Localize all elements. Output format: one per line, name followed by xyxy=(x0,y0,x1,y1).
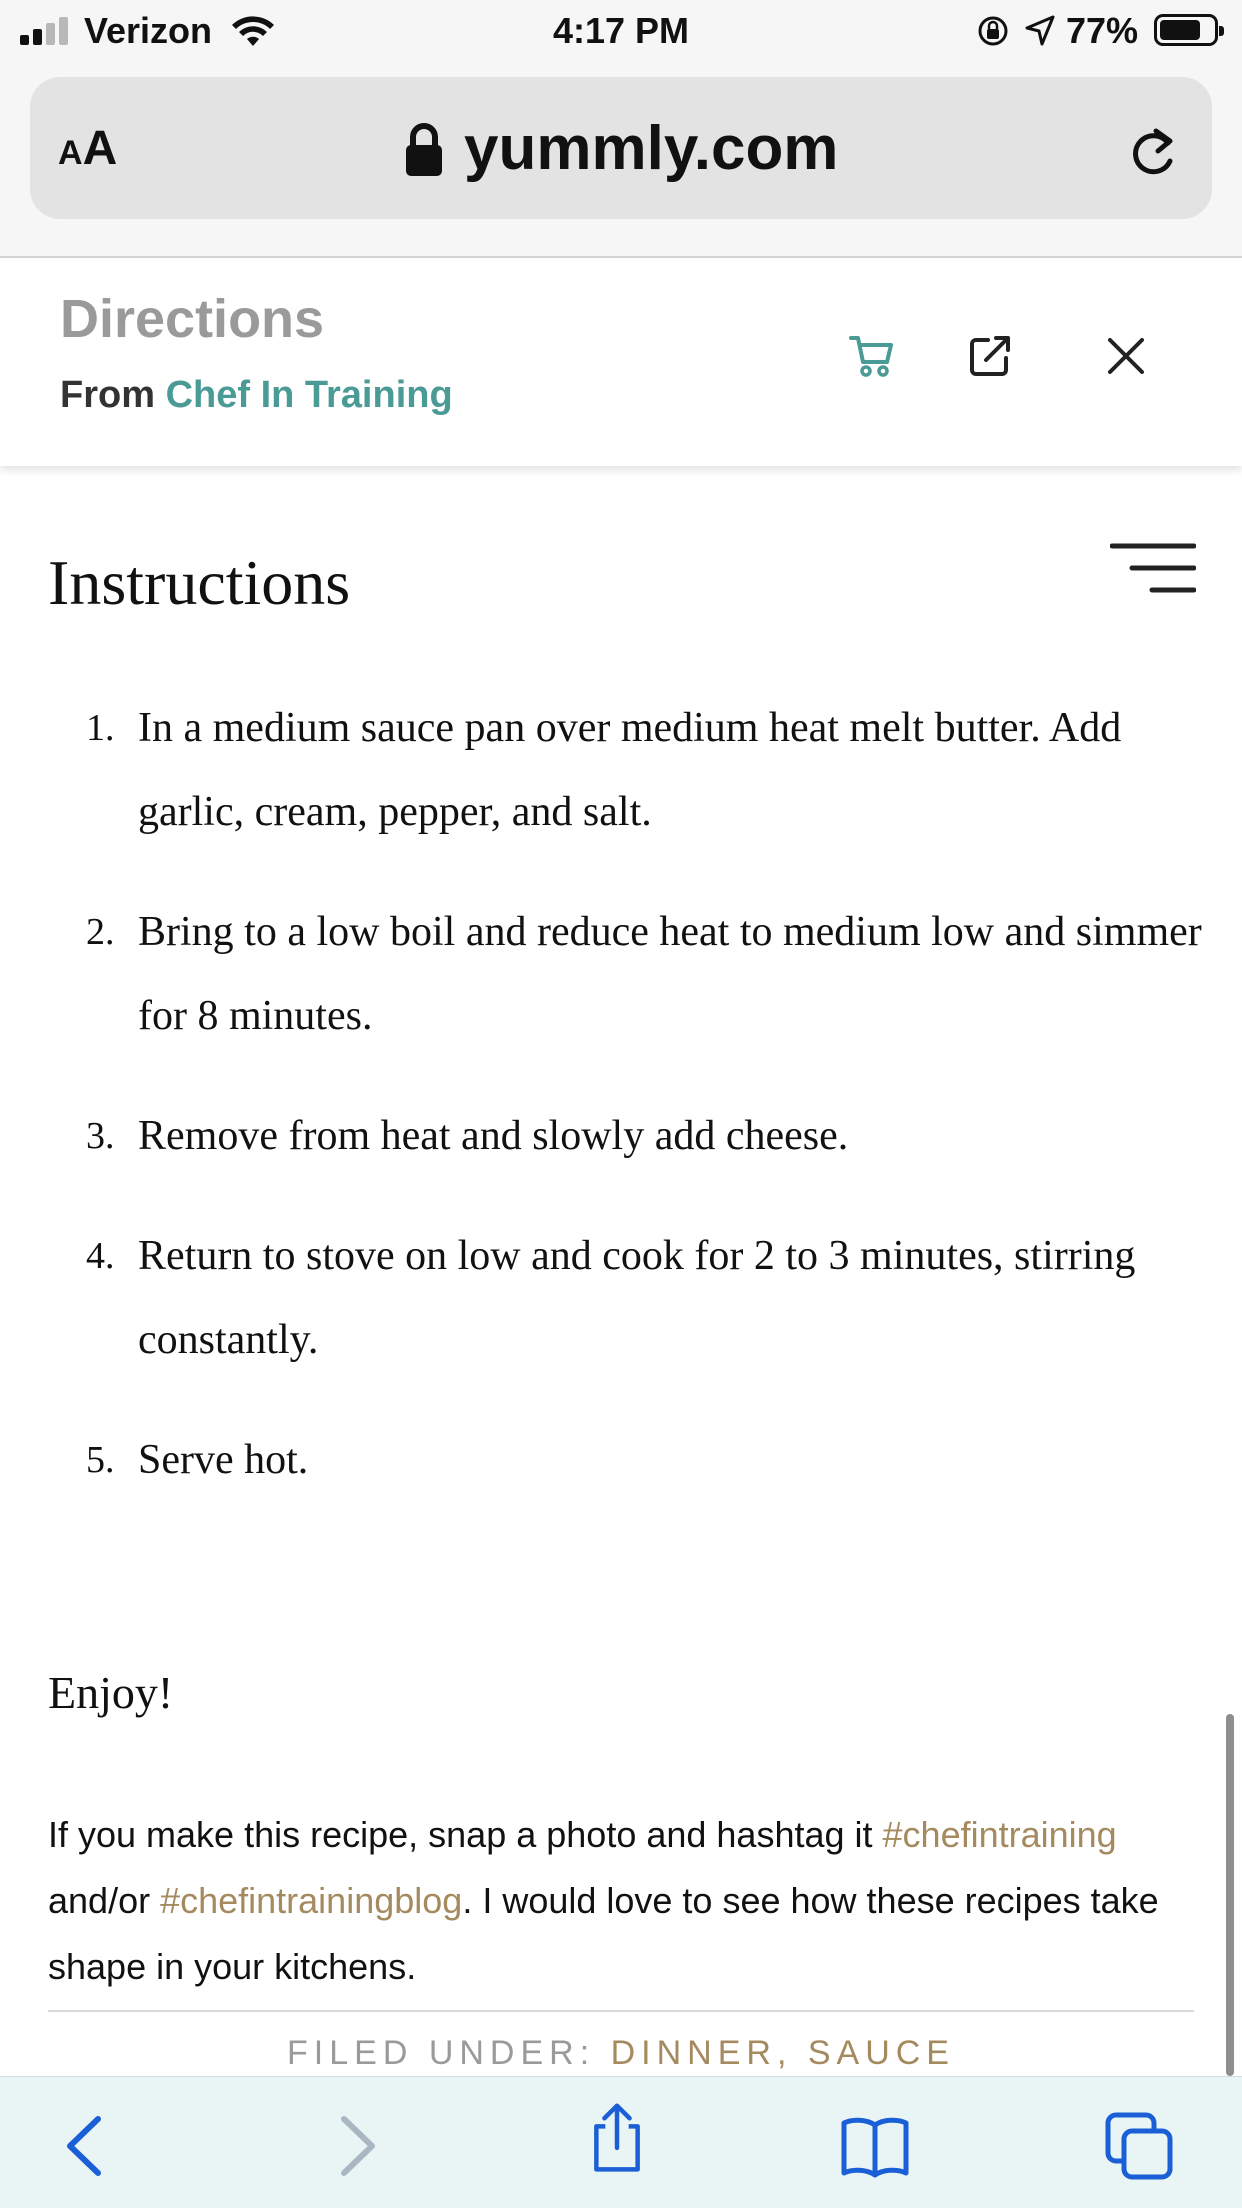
status-time: 4:17 PM xyxy=(552,10,690,51)
instruction-step xyxy=(0,1214,1242,1382)
back-icon[interactable] xyxy=(52,2111,122,2181)
close-icon[interactable] xyxy=(1106,336,1146,376)
filed-under-label: FILED UNDER: xyxy=(287,2034,596,2072)
step-text: In a medium sauce pan over medium heat melt butter. Add garlic, cream, pepper, and salt. xyxy=(138,705,1122,835)
step-text: Bring to a low boil and reduce heat to medium low and simmer for 8 minutes. xyxy=(138,909,1202,1039)
cart-icon[interactable] xyxy=(848,332,896,380)
instructions-heading: Instructions xyxy=(48,547,351,618)
source-link[interactable]: Chef In Training xyxy=(165,374,453,416)
step-text: Serve hot. xyxy=(138,1437,309,1483)
recipe-content xyxy=(0,466,1242,2076)
directions-header xyxy=(0,258,1242,466)
status-bar xyxy=(0,0,1242,62)
step-text: Return to stove on low and cook for 2 to 3 minutes, stirring constantly. xyxy=(138,1233,1136,1363)
browser-address-area xyxy=(0,62,1242,258)
url-text: yummly.com xyxy=(464,114,839,183)
step-number: 5. xyxy=(86,1439,115,1481)
hashtag-link[interactable]: #chefintraining xyxy=(882,1814,1117,1855)
browser-toolbar xyxy=(0,2076,1242,2208)
filed-under xyxy=(0,2034,1242,2073)
orientation-lock-icon xyxy=(976,14,1010,48)
step-number: 4. xyxy=(86,1235,115,1277)
instruction-step xyxy=(0,1094,1242,1178)
battery-percent: 77% xyxy=(1066,10,1139,51)
carrier-name: Verizon xyxy=(84,10,213,51)
step-number: 2. xyxy=(86,911,115,953)
share-icon[interactable] xyxy=(582,2103,652,2173)
external-link-icon[interactable] xyxy=(968,334,1012,378)
closing-text: Enjoy! xyxy=(48,1667,174,1718)
scrollbar[interactable] xyxy=(1226,1714,1234,2076)
bookmarks-icon[interactable] xyxy=(840,2111,910,2181)
lock-icon xyxy=(404,120,444,178)
step-text: Remove from heat and slowly add cheese. xyxy=(138,1113,849,1159)
reload-icon[interactable] xyxy=(1124,121,1180,181)
from-label: From xyxy=(60,374,155,416)
instruction-steps xyxy=(0,686,1242,1538)
directions-source xyxy=(60,374,453,417)
category-links[interactable]: DINNER, SAUCE xyxy=(610,2034,955,2072)
instruction-step xyxy=(0,890,1242,1058)
hashtag-note xyxy=(48,1802,1208,2000)
step-number: 1. xyxy=(86,707,115,749)
step-number: 3. xyxy=(86,1115,115,1157)
forward-icon[interactable] xyxy=(320,2111,390,2181)
text-size-button[interactable]: AA xyxy=(58,122,118,175)
directions-title: Directions xyxy=(60,289,325,349)
note-text: and/or xyxy=(48,1880,161,1921)
instruction-step xyxy=(0,1418,1242,1502)
instruction-step xyxy=(0,686,1242,854)
menu-icon[interactable] xyxy=(1110,542,1196,594)
hashtag-link[interactable]: #chefintrainingblog xyxy=(160,1880,463,1921)
location-icon xyxy=(1024,14,1056,48)
tabs-icon[interactable] xyxy=(1104,2111,1174,2181)
note-text: If you make this recipe, snap a photo and hashtag it xyxy=(48,1814,883,1855)
address-bar[interactable] xyxy=(30,77,1212,219)
battery-icon xyxy=(1154,14,1218,46)
divider xyxy=(48,2010,1194,2012)
note-text: . I would love to see how these recipes take shape in your kitchens. xyxy=(48,1880,1159,1987)
